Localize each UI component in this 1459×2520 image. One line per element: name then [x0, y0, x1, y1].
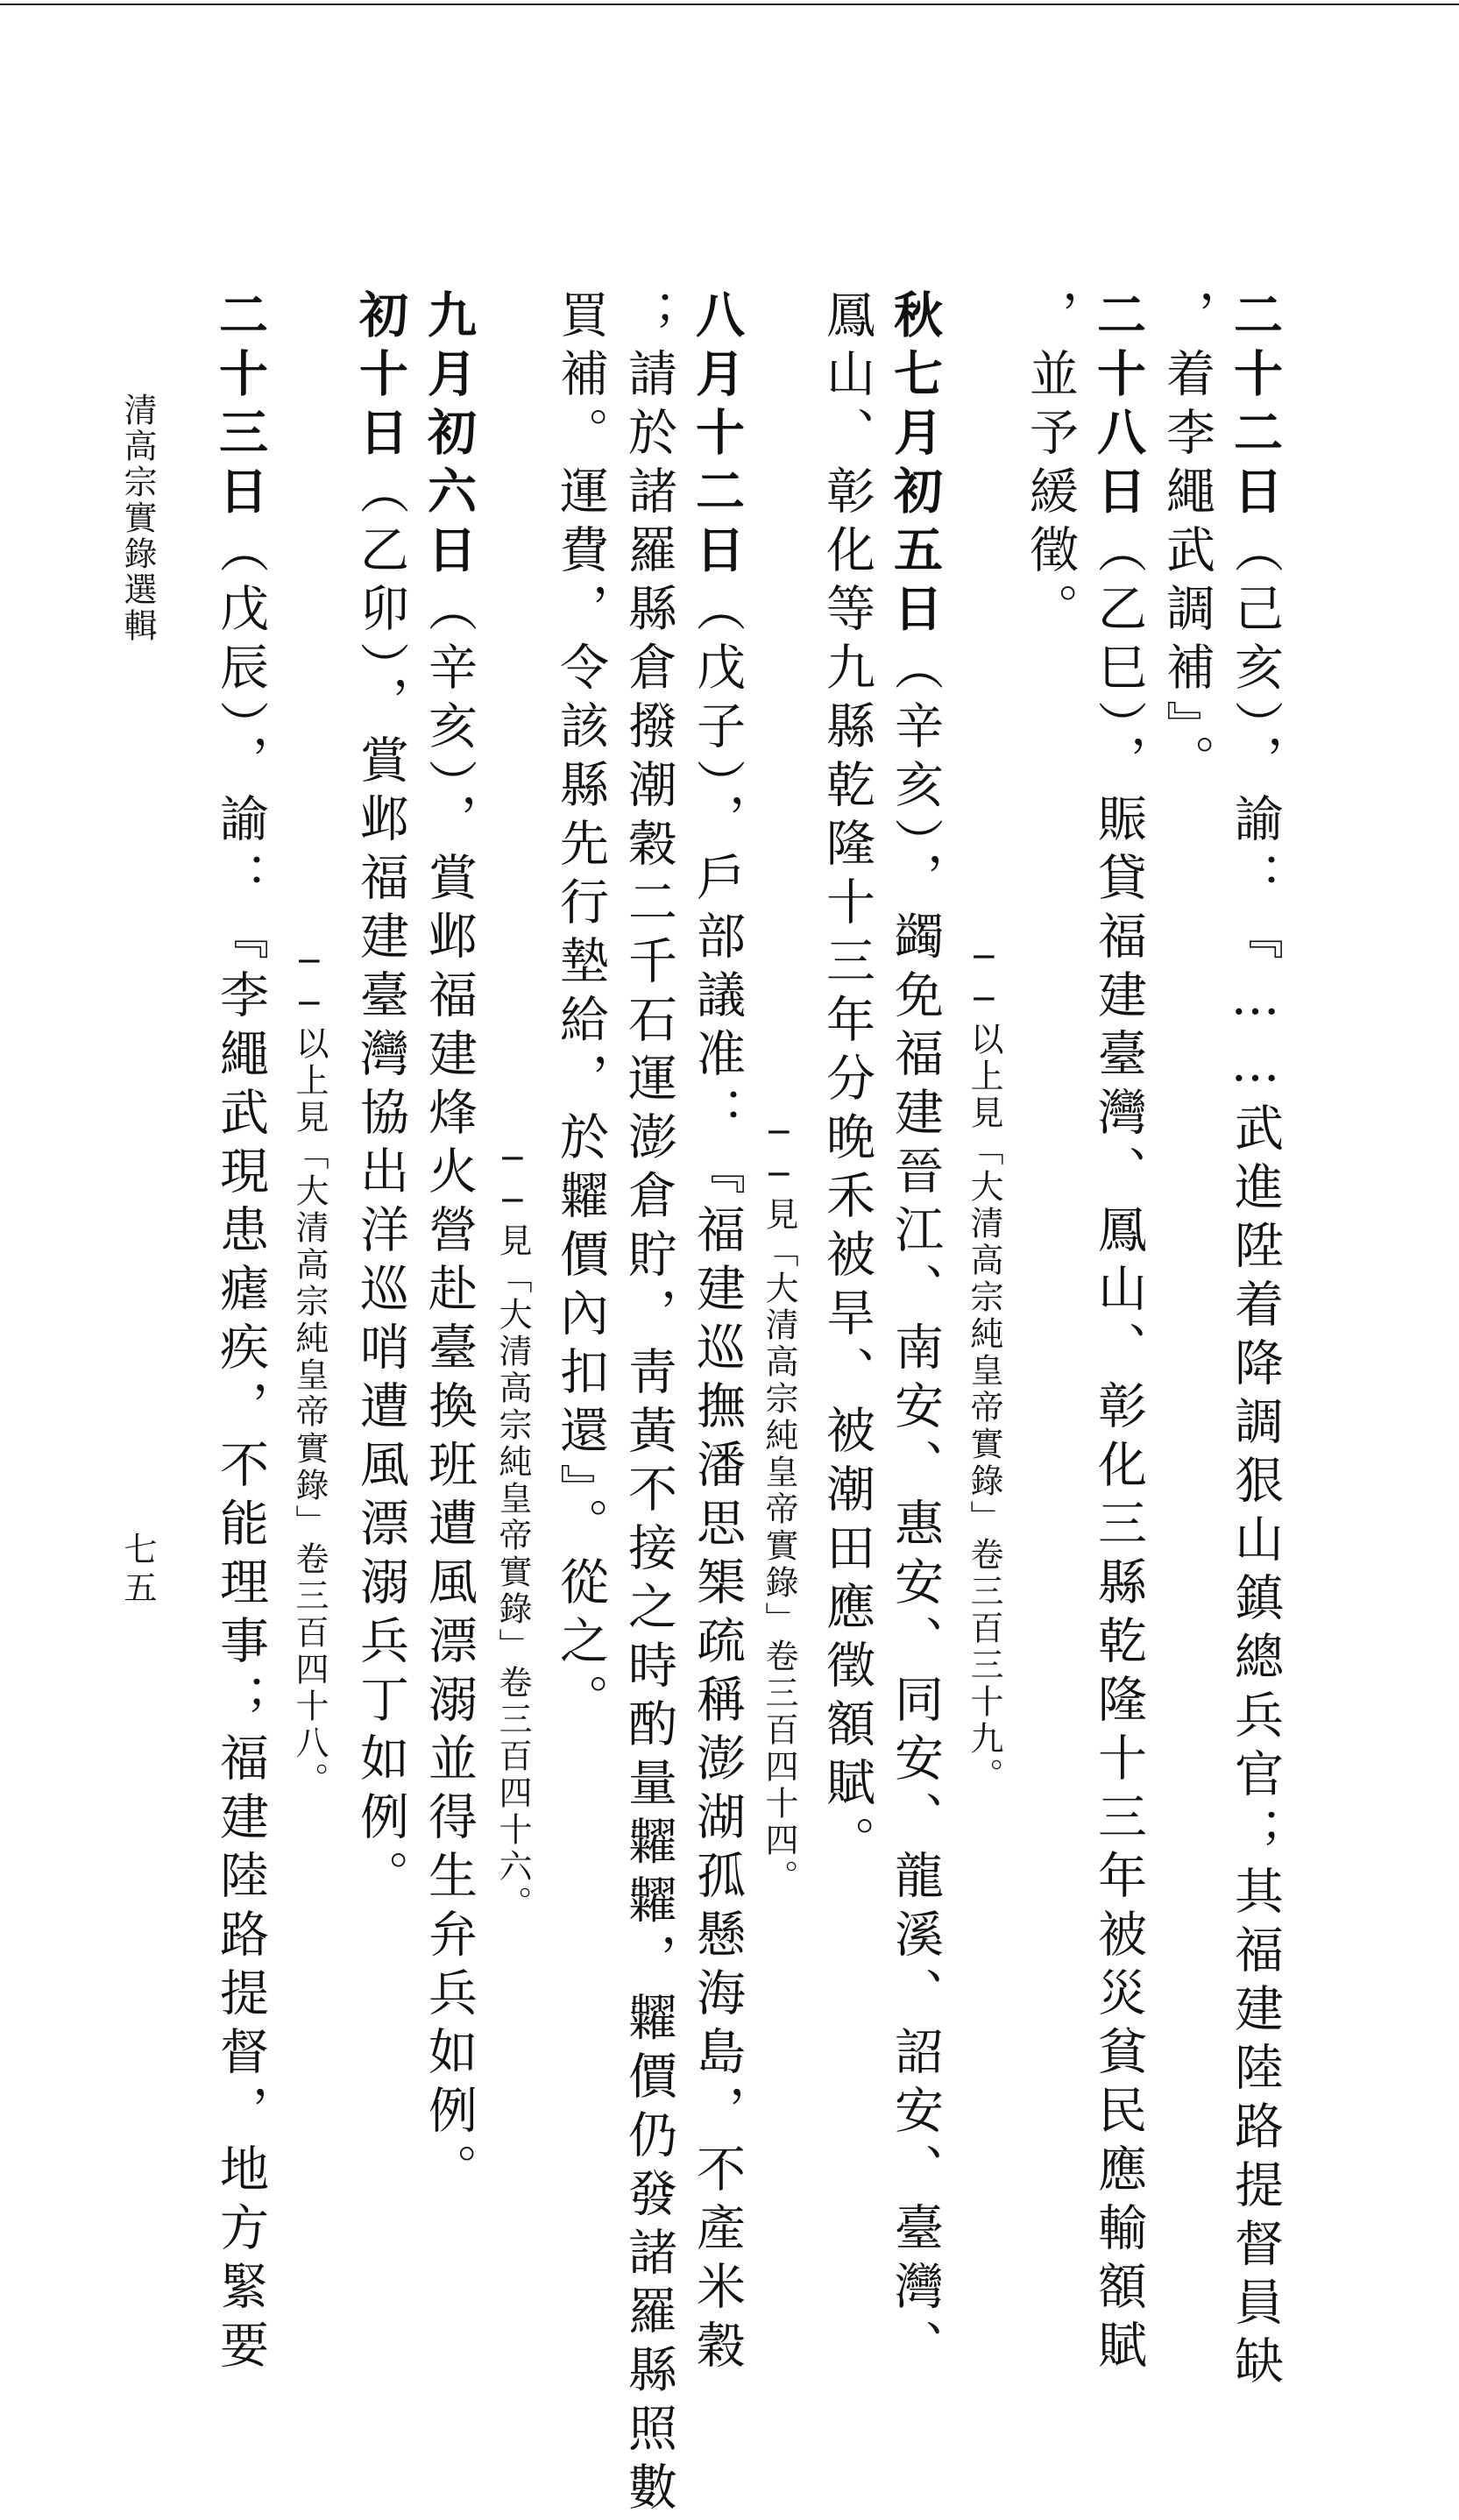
running-header: 清高宗實錄選輯: [118, 393, 157, 644]
source-citation: ──見「大清高宗純皇帝實錄」卷三百四十四。: [760, 1113, 798, 1896]
top-border-line: [0, 4, 1459, 5]
column-text: （己亥），諭：『……武進陞着降調狠山鎮總兵官；其福建陸路提督員缺: [1227, 524, 1284, 2394]
date-heading: 初十日: [351, 289, 409, 465]
date-heading: 二十二日: [1226, 289, 1284, 524]
date-heading: 二十八日: [1089, 289, 1147, 524]
column-text: ；請於諸羅縣倉撥潮穀二千石運澎倉貯，靑黃不接之時酌量糶糶，糶價仍發諸羅縣照數: [620, 289, 677, 2520]
column-text: （辛亥），賞邺福建烽火營赴臺換班遭風漂溺並得生弁兵如例。: [421, 583, 478, 2202]
source-citation: ──以上見「大清高宗純皇帝實錄」卷三百四十八。: [290, 942, 329, 1799]
text-column-4: [1022, 289, 1079, 641]
text-column-3: [1089, 289, 1147, 2378]
date-heading: 九月初六日: [420, 289, 478, 583]
text-column-1: [1226, 289, 1284, 2394]
text-column-10: [620, 289, 677, 2520]
column-text: ，着李繩武調補』。: [1158, 289, 1215, 793]
text-column-13: [420, 289, 478, 2202]
text-column-6: [886, 289, 944, 2378]
page-number: 七五: [118, 1532, 157, 1609]
source-citation: ──見「大清高宗純皇帝實錄」卷三百四十六。: [493, 1139, 532, 1922]
column-text: 鳳山、彰化等九縣乾隆十三年分晚禾被旱、被潮田應徵額賦。: [818, 289, 875, 1874]
column-text: （戊辰），諭：『李繩武現患瘧疾，不能理事；福建陸路提督，地方緊要: [212, 524, 269, 2378]
column-text: ，並予緩徵。: [1022, 289, 1079, 641]
column-text: （戊子），戶部議准：『福建巡撫潘思榘疏稱澎湖孤懸海島，不產米穀: [689, 583, 746, 2378]
column-text: （乙卯），賞邺福建臺灣協出洋巡哨遭風漂溺兵丁如例。: [352, 465, 409, 1908]
date-heading: 二十三日: [211, 289, 269, 524]
date-heading: 八月十二日: [688, 289, 746, 583]
source-citation: ──以上見「大清高宗純皇帝實錄」卷三百三十九。: [965, 938, 1003, 1794]
text-column-14: [351, 289, 409, 1908]
date-heading: 秋七月初五日: [886, 289, 944, 641]
text-column-2: [1158, 289, 1215, 793]
text-column-11: [552, 289, 609, 1732]
text-column-7: [818, 289, 875, 1874]
column-text: （辛亥），蠲免福建晉江、南安、惠安、同安、龍溪、詔安、臺灣、: [887, 641, 944, 2378]
text-column-16: [211, 289, 269, 2378]
text-column-9: [688, 289, 746, 2378]
column-text: （乙巳），賑貸福建臺灣、鳳山、彰化三縣乾隆十三年被災貧民應輸額賦: [1090, 524, 1147, 2378]
column-text: 買補。運費，令該縣先行墊給，於糶價內扣還』。從之。: [552, 289, 609, 1732]
